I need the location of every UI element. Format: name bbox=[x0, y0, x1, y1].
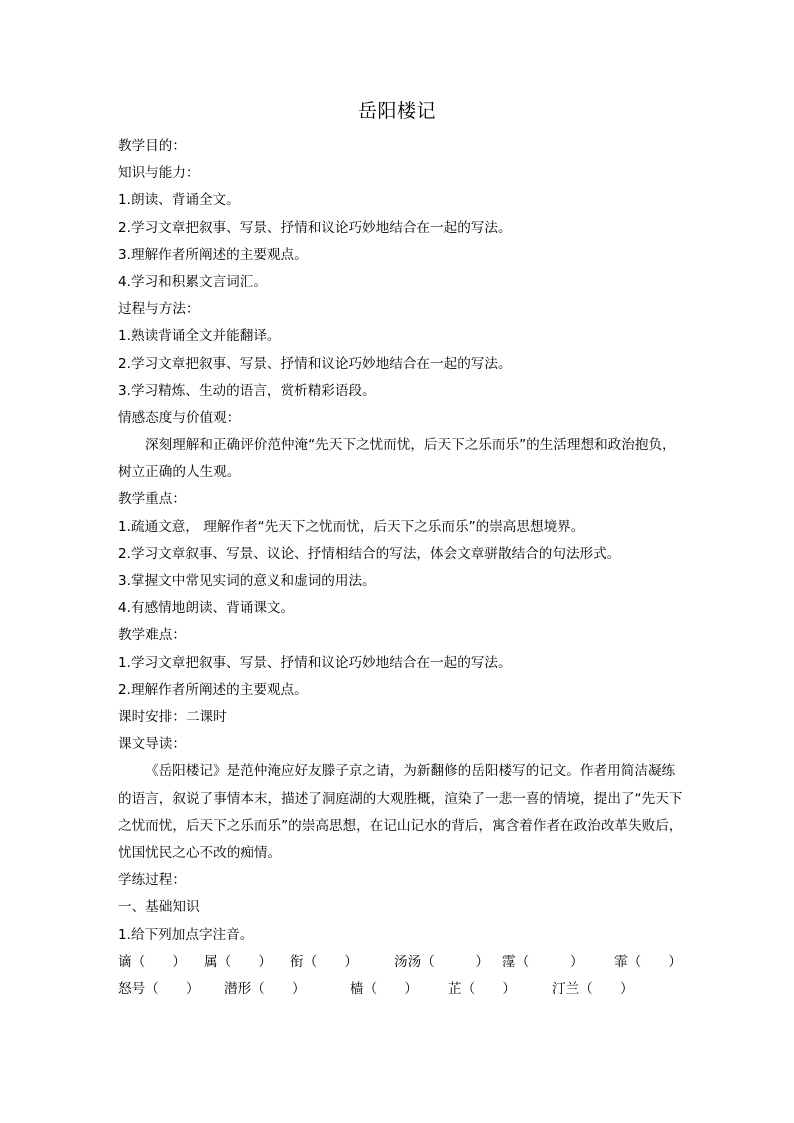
text-line: 1.熟读背诵全文并能翻译。 bbox=[118, 328, 281, 345]
pinyin-item: 衔（ ） bbox=[290, 953, 358, 970]
pinyin-row bbox=[118, 976, 688, 1003]
text-line: 2.理解作者所阐述的主要观点。 bbox=[118, 681, 308, 698]
document-body bbox=[118, 133, 688, 1003]
pinyin-item: 汀兰（ ） bbox=[552, 980, 634, 997]
text-line: 一、基础知识 bbox=[118, 899, 200, 916]
text-line: 4.有感情地朗读、背诵课文。 bbox=[118, 600, 295, 617]
paragraph: 《岳阳楼记》是范仲淹应好友滕子京之请，为新翻修的岳阳楼写的记文。作者用简洁凝练的语言，叙说了事情本末，描述了洞庭湖的大观胜概，渲染了一悲一喜的情境，提出了“先天下之忧而忧，后天下之乐而乐”的崇高思想，在记山记水的背后，寓含着作者在政治改革失败后，忧国忧民之心不改的痴情。 bbox=[118, 763, 683, 861]
text-line: 过程与方法： bbox=[118, 301, 200, 318]
text-line: 1.给下列加点字注音。 bbox=[118, 926, 254, 943]
paragraph: 深刻理解和正确评价范仲淹“先天下之忧而忧，后天下之乐而乐”的生活理想和政治抱负，树立正确的人生观。 bbox=[118, 437, 676, 481]
pinyin-item: 属（ ） bbox=[204, 953, 272, 970]
text-line: 知识与能力： bbox=[118, 165, 200, 182]
pinyin-item: 谪（ ） bbox=[118, 953, 186, 970]
text-line: 4.学习和积累文言词汇。 bbox=[118, 273, 267, 290]
text-line: 教学重点： bbox=[118, 491, 186, 508]
pinyin-item: 霏（ ） bbox=[614, 953, 682, 970]
pinyin-item: 怒号（ ） bbox=[118, 980, 200, 997]
pinyin-row bbox=[118, 949, 688, 976]
pinyin-item: 芷（ ） bbox=[448, 980, 516, 997]
pinyin-item: 樯（ ） bbox=[350, 980, 418, 997]
pinyin-item: 潜形（ ） bbox=[224, 980, 306, 997]
text-line: 情感态度与价值观： bbox=[118, 409, 241, 426]
text-line: 2.学习文章把叙事、写景、抒情和议论巧妙地结合在一起的写法。 bbox=[118, 219, 512, 236]
document-title: 岳阳楼记 bbox=[357, 100, 436, 122]
pinyin-item: 汤汤（ ） bbox=[394, 953, 490, 970]
text-line: 课时安排：二课时 bbox=[118, 708, 227, 725]
text-line: 2.学习文章叙事、写景、议论、抒情相结合的写法，体会文章骈散结合的句法形式。 bbox=[118, 545, 621, 562]
text-line: 3.掌握文中常见实词的意义和虚词的用法。 bbox=[118, 573, 376, 590]
text-line: 学练过程： bbox=[118, 872, 186, 889]
text-line: 1.学习文章把叙事、写景、抒情和议论巧妙地结合在一起的写法。 bbox=[118, 654, 512, 671]
pinyin-item: 霪（ ） bbox=[502, 953, 584, 970]
text-line: 3.理解作者所阐述的主要观点。 bbox=[118, 246, 308, 263]
text-line: 教学目的： bbox=[118, 138, 186, 154]
text-line: 1.朗读、背诵全文。 bbox=[118, 192, 240, 209]
text-line: 2.学习文章把叙事、写景、抒情和议论巧妙地结合在一起的写法。 bbox=[118, 355, 512, 372]
text-line: 3.学习精炼、生动的语言，赏析精彩语段。 bbox=[118, 382, 376, 399]
text-line: 教学难点： bbox=[118, 627, 186, 644]
text-line: 1.疏通文意， 理解作者“先天下之忧而忧，后天下之乐而乐”的崇高思想境界。 bbox=[118, 518, 585, 535]
text-line: 课文导读： bbox=[118, 736, 186, 753]
